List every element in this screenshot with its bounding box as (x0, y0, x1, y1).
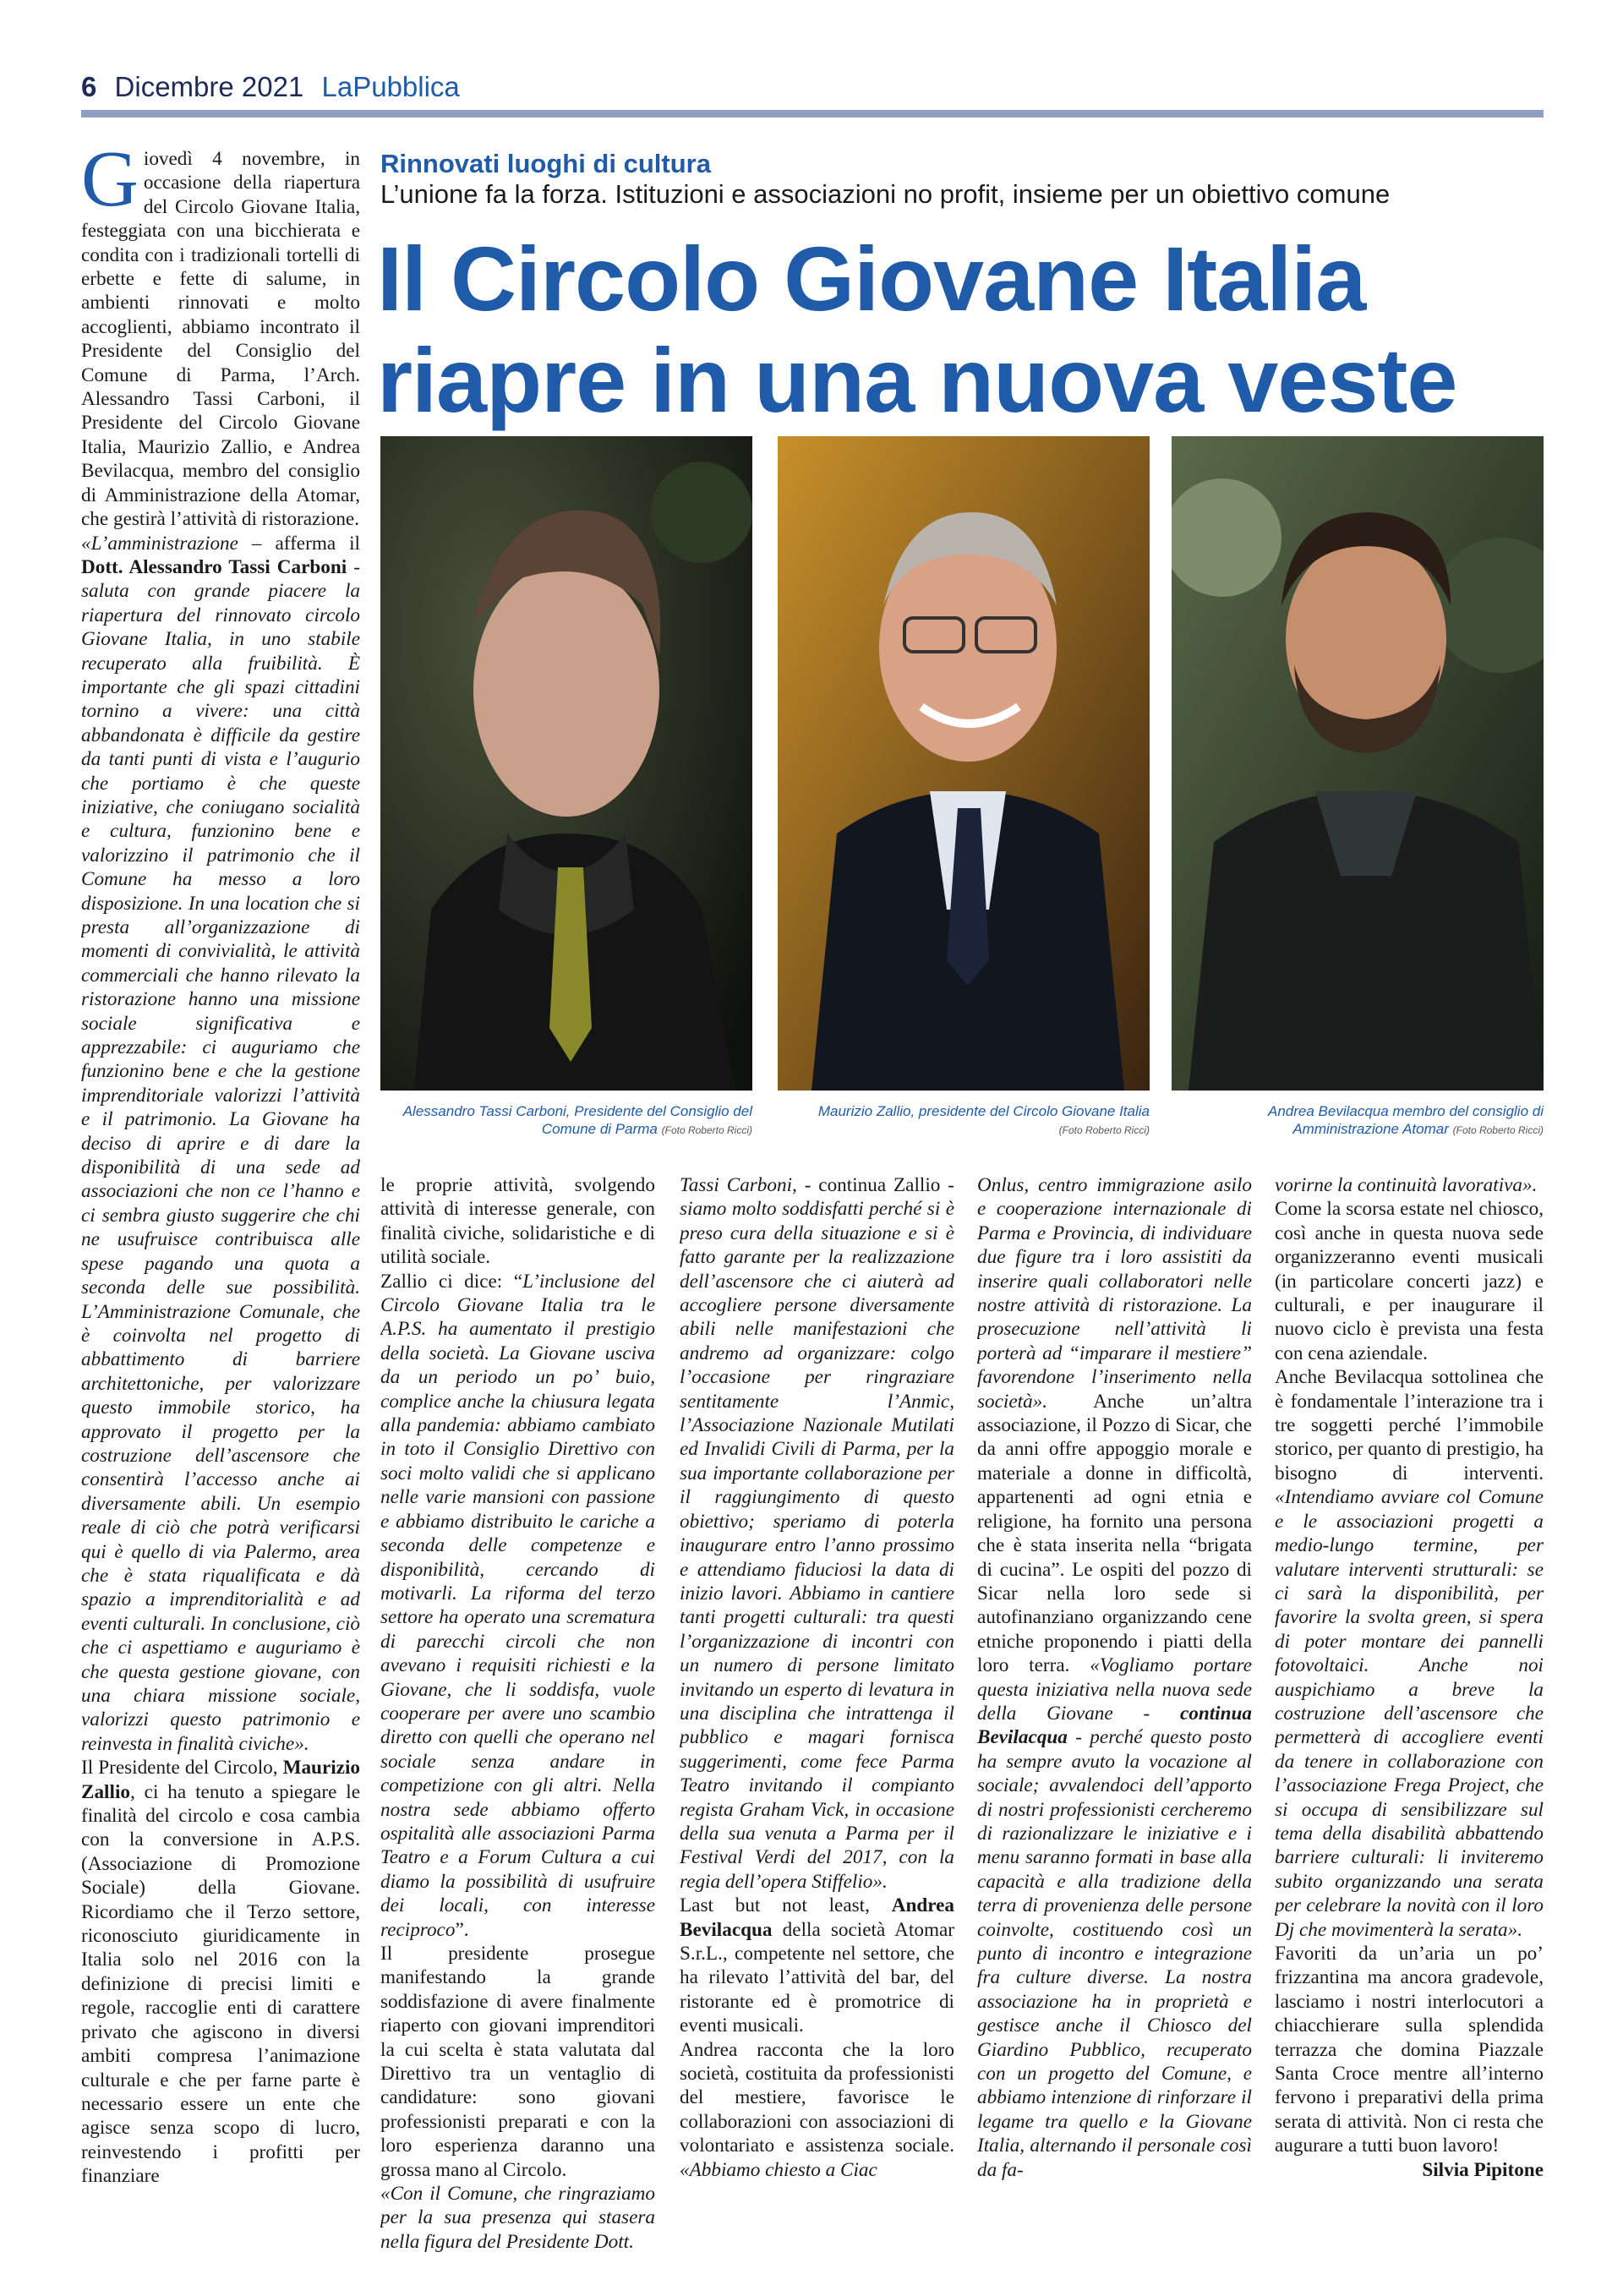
paragraph: Come la scorsa estate nel chiosco, così anche in questa nuova sede organizzeranno eventi musicali (in particolare concerti jazz) e culturali, e per inaugurare il nuovo ciclo è prevista una festa con cena aziendale. (1275, 1198, 1544, 1364)
article-column-5 (1275, 1173, 1544, 2272)
issue-date: Dicembre 2021 (114, 71, 304, 102)
paragraph: le proprie attività, svolgendo attività di interesse generale, con finalità civiche, solidaristiche e di utilità sociale. (380, 1174, 655, 1269)
paragraph: Onlus, centro immigrazione asilo e cooperazione internazionale di Parma e Provincia, di individuare due figure tra i loro assistiti da inserire quali collaboratori nelle nostre attività di ristorazione. La prosecuzione nell’attività li porterà ad “imparare il mestiere” favorendone l’inserimento nella società». Anche un’altra associazione, il Pozzo di Sicar, che da anni offre appoggio morale e materiale a donne in difficoltà, appartenenti ad ogni etnia e religione, ha fornito una persona che è stata inserita nella “brigata di cucina”. Le ospiti del pozzo di Sicar nella loro sede si autofinanziano organizzando cene etniche proponendo i piatti della loro terra. «Vogliamo portare questa iniziativa nella nuova sede della Giovane - continua Bevilacqua - perché questo posto ha sempre avuto la vocazione al sociale; avvalendoci dell’apporto di nostri professionisti cercheremo di razionalizzare le iniziative e i menu saranno formati in base alla capacità e alla tradizione della terra di provenienza delle persone coinvolte, costituendo così un punto di incontro e integrazione fra culture diverse. La nostra associazione ha in proprietà e gestisce anche il Chiosco del Giardino Pubblico, recuperato con un progetto del Comune, e abbiamo intenzione di rinforzare il legame tra quello e la Giovane Italia, alternando il personale così da fa- (977, 1174, 1252, 2181)
paragraph: Il presidente prosegue manifestando la grande soddisfazione di avere finalmente riaperto con giovani imprenditori la cui scelta è stata valutata dal Direttivo tra un ventaglio di candidature: sono giovani professionisti preparati e con la loro esperienza daranno una grossa mano al Circolo. (380, 1943, 655, 2181)
article-column-4 (977, 1173, 1252, 2272)
kicker: Rinnovati luoghi di cultura (380, 149, 711, 178)
subheadline: L’unione fa la forza. Istituzioni e associazioni no profit, insieme per un obiettivo comune (380, 179, 1391, 209)
masthead (81, 71, 1544, 110)
paragraph: Andrea racconta che la loro società, costituita da professionisti del mestiere, favorisce le collaborazioni con associazioni di volontariato e assistenza sociale. «Abbiamo chiesto a Ciac (680, 2038, 954, 2181)
paragraph: Anche Bevilacqua sottolinea che è fondamentale l’interazione tra i tre soggetti perché l’immobile storico, per quanto di prestigio, ha bisogno di interventi. «Intendiamo avviare col Comune e le associazioni progetti a medio-lungo termine, per valutare interventi strutturali: se ci sarà la disponibilità, per favorire la svolta green, si spera di poter montare dei pannelli fotovoltaici. Anche noi auspichiamo a breve la costruzione dell’ascensore che permetterà di accogliere eventi da tenere in collaborazione con l’associazione Frega Project, che si occupa di sensibilizzare sul tema della disabilità abbattendo barriere culturali: li inviteremo subito organizzando una serata per celebrare la novità con il loro Dj che movimenterà la serata». (1275, 1366, 1544, 1941)
quote-paragraph: «Con il Comune, che ringraziamo per la sua presenza qui stasera nella figura del Presidente Dott. (380, 2183, 655, 2253)
masthead-rule (81, 110, 1544, 118)
drop-cap: G (81, 147, 139, 223)
paragraph: Favoriti da un’aria un po’ frizzantina ma ancora gradevole, lasciamo i nostri interlocutori a chiacchierare sulla splendida terrazza che domina Piazzale Santa Croce mentre all’interno fervono i preparativi della prima serata di attività. Non ci resta che augurare a tutti buon lavoro! (1275, 1943, 1544, 2157)
brand-la: La (321, 71, 353, 102)
quote-paragraph: Zallio ci dice: “L’inclusione del Circolo Giovane Italia tra le A.P.S. ha aumentato il prestigio della società. La Giovane usciva da un periodo un po’ buio, complice anche la chiusura legata alla pandemia: abbiamo cambiato in toto il Consiglio Direttivo con soci molto validi che si applicano nelle varie mansioni con passione e abbiamo distribuito le cariche a seconda delle competenze e disponibilità, cercando di motivarli. La riforma del terzo settore ha operato una scrematura di parecchi circoli che non avevano i requisiti richiesti e la Giovane, che li soddisfa, vuole cooperare per avere uno scambio diretto con quelli che operano nel sociale senza andare in competizione con gli altri. Nella nostra sede abbiamo offerto ospitalità alle associazioni Parma Teatro e a Forum Cultura a cui diamo la possibilità di usufruire dei locali, con interesse reciproco”. (380, 1270, 655, 1941)
photo-credit: (Foto Roberto Ricci) (1058, 1124, 1150, 1136)
photo-credit: (Foto Roberto Ricci) (1452, 1124, 1544, 1136)
photo-caption-3: Andrea Bevilacqua membro del consiglio di Amministrazione Atomar (Foto Roberto Ricci) (1267, 1103, 1544, 1137)
paragraph: Last but not least, Andrea Bevilacqua della società Atomar S.r.L., competente nel settore, che ha rilevato l’attività del bar, del ristorante ed è promotrice di eventi musicali. (680, 1894, 954, 2037)
article-column-1 (81, 147, 360, 2269)
headline-line-1: Il Circolo Giovane Italia (377, 227, 1366, 330)
lead-paragraph: Giovedì 4 novembre, in occasione della riapertura del Circolo Giovane Italia, festeggiata con una bicchierata e condita con i tradizionali tortelli di erbette e fette di salume, in ambienti rinnovati e molto accoglienti, abbiamo incontrato il Presidente del Consiglio del Comune di Parma, l’Arch. Alessandro Tassi Carboni, il Presidente del Circolo Giovane Italia, Maurizio Zallio, e Andrea Bevilacqua, membro del consiglio di Amministrazione della Atomar, che gestirà l’attività di ristorazione. (81, 147, 360, 531)
brand-logo (321, 71, 459, 102)
paragraph: vorirne la continuità lavorativa». (1275, 1174, 1538, 1196)
photo-tassi-carboni (380, 436, 752, 1091)
article-column-2 (380, 1173, 655, 2272)
photo-caption-1: Alessandro Tassi Carboni, Presidente del Consiglio del Comune di Parma (Foto Roberto Ricci) (402, 1103, 752, 1137)
headline (377, 228, 1560, 431)
quote-paragraph: Tassi Carboni, - continua Zallio - siamo molto soddisfatti perché si è preso cura della situazione e si è fatto garante per la realizzazione dell’ascensore che ci aiuterà ad accogliere persone diversamente abili nelle manifestazioni che andremo ad organizzare: colgo l’occasione per ringraziare sentitamente l’Anmic, l’Associazione Nazionale Mutilati ed Invalidi Civili di Parma, per la sua importante collaborazione per il raggiungimento di questo obiettivo; speriamo di poterla inaugurare entro l’anno prossimo e attendiamo fiduciosi la data di inizio lavori. Abbiamo in cantiere tanti progetti culturali: tra questi l’organizzazione di incontri con un numero di persone limitato invitando un esperto di levatura in una disciplina che intrattenga il pubblico e magari fornisca suggerimenti, come fece Parma Teatro invitando il compianto regista Graham Vick, in occasione della sua venuta a Parma per il Festival Verdi del 2017, con la regia dell’opera Stiffelio». (680, 1174, 954, 1893)
article-column-3 (680, 1173, 954, 2272)
paragraph: Il Presidente del Circolo, Maurizio Zallio, ci ha tenuto a spiegare le finalità del circolo e cosa cambia con la conversione in A.P.S. (Associazione di Promozione Sociale) della Giovane. Ricordiamo che il Terzo settore, riconosciuto giuridicamente in Italia solo nel 2016 con la definizione di precisi limiti e regole, raccoglie enti di carattere privato che agiscono in diversi ambiti compresa l’animazione culturale e che per farne parte è necessario essere un ente che agisce senza scopo di lucro, reinvestendo i profitti per finanziare (81, 1757, 360, 2188)
brand-name: Pubblica (352, 71, 460, 102)
headline-line-2: riapre in una nuova veste (377, 329, 1457, 431)
photo-caption-2: Maurizio Zallio, presidente del Circolo Giovane Italia (Foto Roberto Ricci) (817, 1103, 1150, 1136)
photo-bevilacqua (1172, 436, 1544, 1091)
quote-paragraph: «L’amministrazione – afferma il Dott. Alessandro Tassi Carboni - saluta con grande piacere la riapertura del rinnovato circolo Giovane Italia, in uno stabile recuperato alla fruibilità. È importante che gli spazi cittadini tornino a vivere: una città abbandonata è difficile da gestire da tanti punti di vista e l’augurio che portiamo è che queste iniziative, che coniugano socialità e cultura, funzionino bene e valorizzino il patrimonio che il Comune ha messo a loro disposizione. In una location che si presta all’organizzazione di momenti di convivialità, le attività commerciali che hanno rilevato la ristorazione hanno una missione sociale significativa e apprezzabile: ci auguriamo che funzionino bene e che la gestione imprenditoriale valorizzi l’attività e il patrimonio. La Giovane ha deciso di aprire e di dare la disponibilità di una sede ad associazioni che non ce l’hanno e ci sembra giusto suggerire che chi ne usufruisce contribuisca alle spese pagando una quota a seconda delle sue possibilità. L’Amministrazione Comunale, che è coinvolta nel progetto di abbattimento di barriere architettoniche, per valorizzare questo immobile storico, ha approvato il progetto per la costruzione dell’ascensore che consentirà l’accesso anche ai diversamente abili. Un esempio reale di ciò che potrà verificarsi qui è quello di via Palermo, area che è stata riqualificata e dà spazio a imprenditorialità e ad eventi culturali. In conclusione, ciò che ci aspettiamo e auguriamo è che questa gestione giovane, con una chiara missione sociale, valorizzi questo patrimonio e reinvesta in finalità civiche». (81, 532, 360, 1755)
page-number: 6 (81, 71, 97, 102)
photo-zallio (778, 436, 1150, 1091)
author-signature: Silvia Pipitone (1422, 2158, 1544, 2181)
photo-credit: (Foto Roberto Ricci) (661, 1124, 752, 1136)
